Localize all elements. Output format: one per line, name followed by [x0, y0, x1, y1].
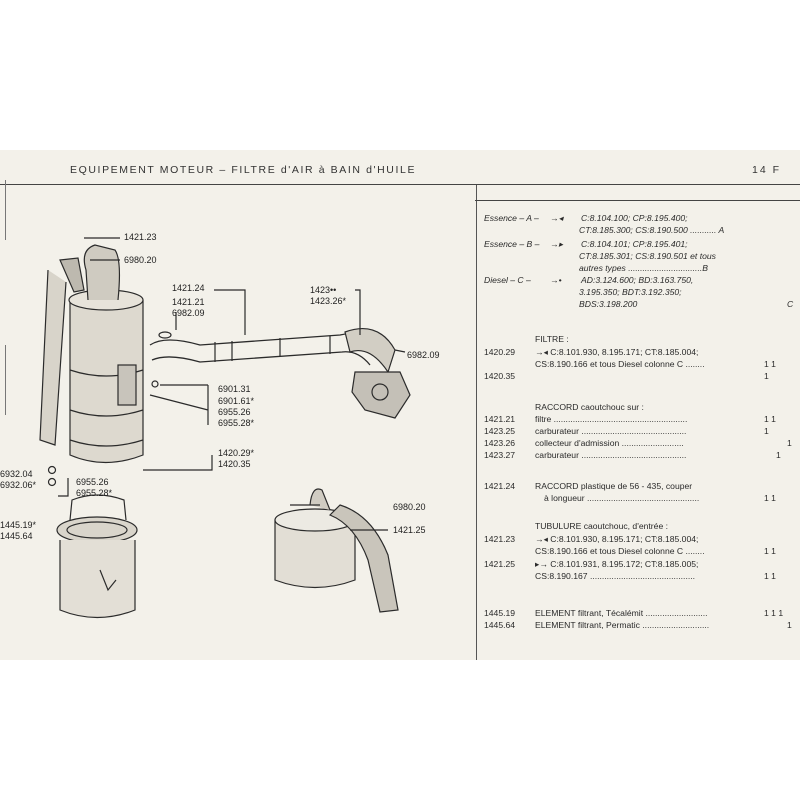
side-pipe — [40, 270, 66, 445]
callout-6932-04: 6932.04 — [0, 469, 33, 479]
callout-1423: 1423•• — [310, 285, 337, 295]
qty: 1 1 1 — [764, 608, 784, 618]
callout-1421-23: 1421.23 — [124, 232, 157, 242]
qty: 1 1 — [764, 359, 776, 369]
callout-6932-06: 6932.06* — [0, 480, 37, 490]
legend-top-rule — [475, 200, 800, 201]
qty: 1 — [787, 620, 792, 630]
callout-6980-20-b: 6980.20 — [393, 502, 426, 512]
intake-tube — [84, 245, 119, 300]
callout-1445-64: 1445.64 — [0, 531, 33, 541]
section-filtre: FILTRE : — [535, 334, 569, 344]
qty: 1 1 — [764, 546, 776, 556]
callout-6955-28: 6955.28* — [218, 418, 255, 428]
qty: 1 — [787, 438, 792, 448]
callout-1421-25: 1421.25 — [393, 525, 426, 535]
callout-6955-28-b: 6955.28* — [76, 488, 113, 498]
callout-6980-20: 6980.20 — [124, 255, 157, 265]
callout-6982-09: 6982.09 — [172, 308, 205, 318]
callout-1445-19: 1445.19* — [0, 520, 37, 530]
page-title: EQUIPEMENT MOTEUR – FILTRE d'AIR à BAIN d'HUILE — [70, 164, 417, 176]
carburettor-elbow — [345, 329, 395, 372]
legend-diesel-c-marker: C — [787, 299, 794, 309]
callout-1421-21: 1421.21 — [172, 297, 205, 307]
callout-6901-61: 6901.61* — [218, 396, 255, 406]
qty: 1 1 — [764, 493, 776, 503]
legend-essence-b-2: CT:8.185.301; CS:8.190.501 et tous — [579, 251, 716, 261]
callout-6955-26-b: 6955.26 — [76, 477, 109, 487]
callout-6901-31: 6901.31 — [218, 384, 251, 394]
callout-6982-09-b: 6982.09 — [407, 350, 440, 360]
column-divider — [476, 185, 477, 660]
legend-essence-b-3: autres types ...............................B — [579, 263, 708, 273]
callout-6955-26: 6955.26 — [218, 407, 251, 417]
callout-1420-35: 1420.35 — [218, 459, 251, 469]
legend-diesel-c-3: BDS:3.198.200 — [579, 299, 638, 309]
carburettor — [352, 372, 410, 418]
qty: 1 — [764, 371, 769, 381]
legend-essence-a-2: CT:8.185.300; CS:8.190.500 ........... A — [579, 225, 725, 235]
qty: 1 1 — [764, 571, 776, 581]
qty: 1 — [764, 426, 769, 436]
callout-1420-29: 1420.29* — [218, 448, 255, 458]
legend-diesel-c-2: 3.195.350; BDT:3.192.350; — [579, 287, 682, 297]
page-number: 14 F — [752, 164, 782, 176]
qty: 1 1 — [764, 414, 776, 424]
oil-bath-bowl — [57, 517, 137, 543]
callout-1421-24: 1421.24 — [172, 283, 205, 293]
callout-1423-26: 1423.26* — [310, 296, 347, 306]
qty: 1 — [776, 450, 781, 460]
